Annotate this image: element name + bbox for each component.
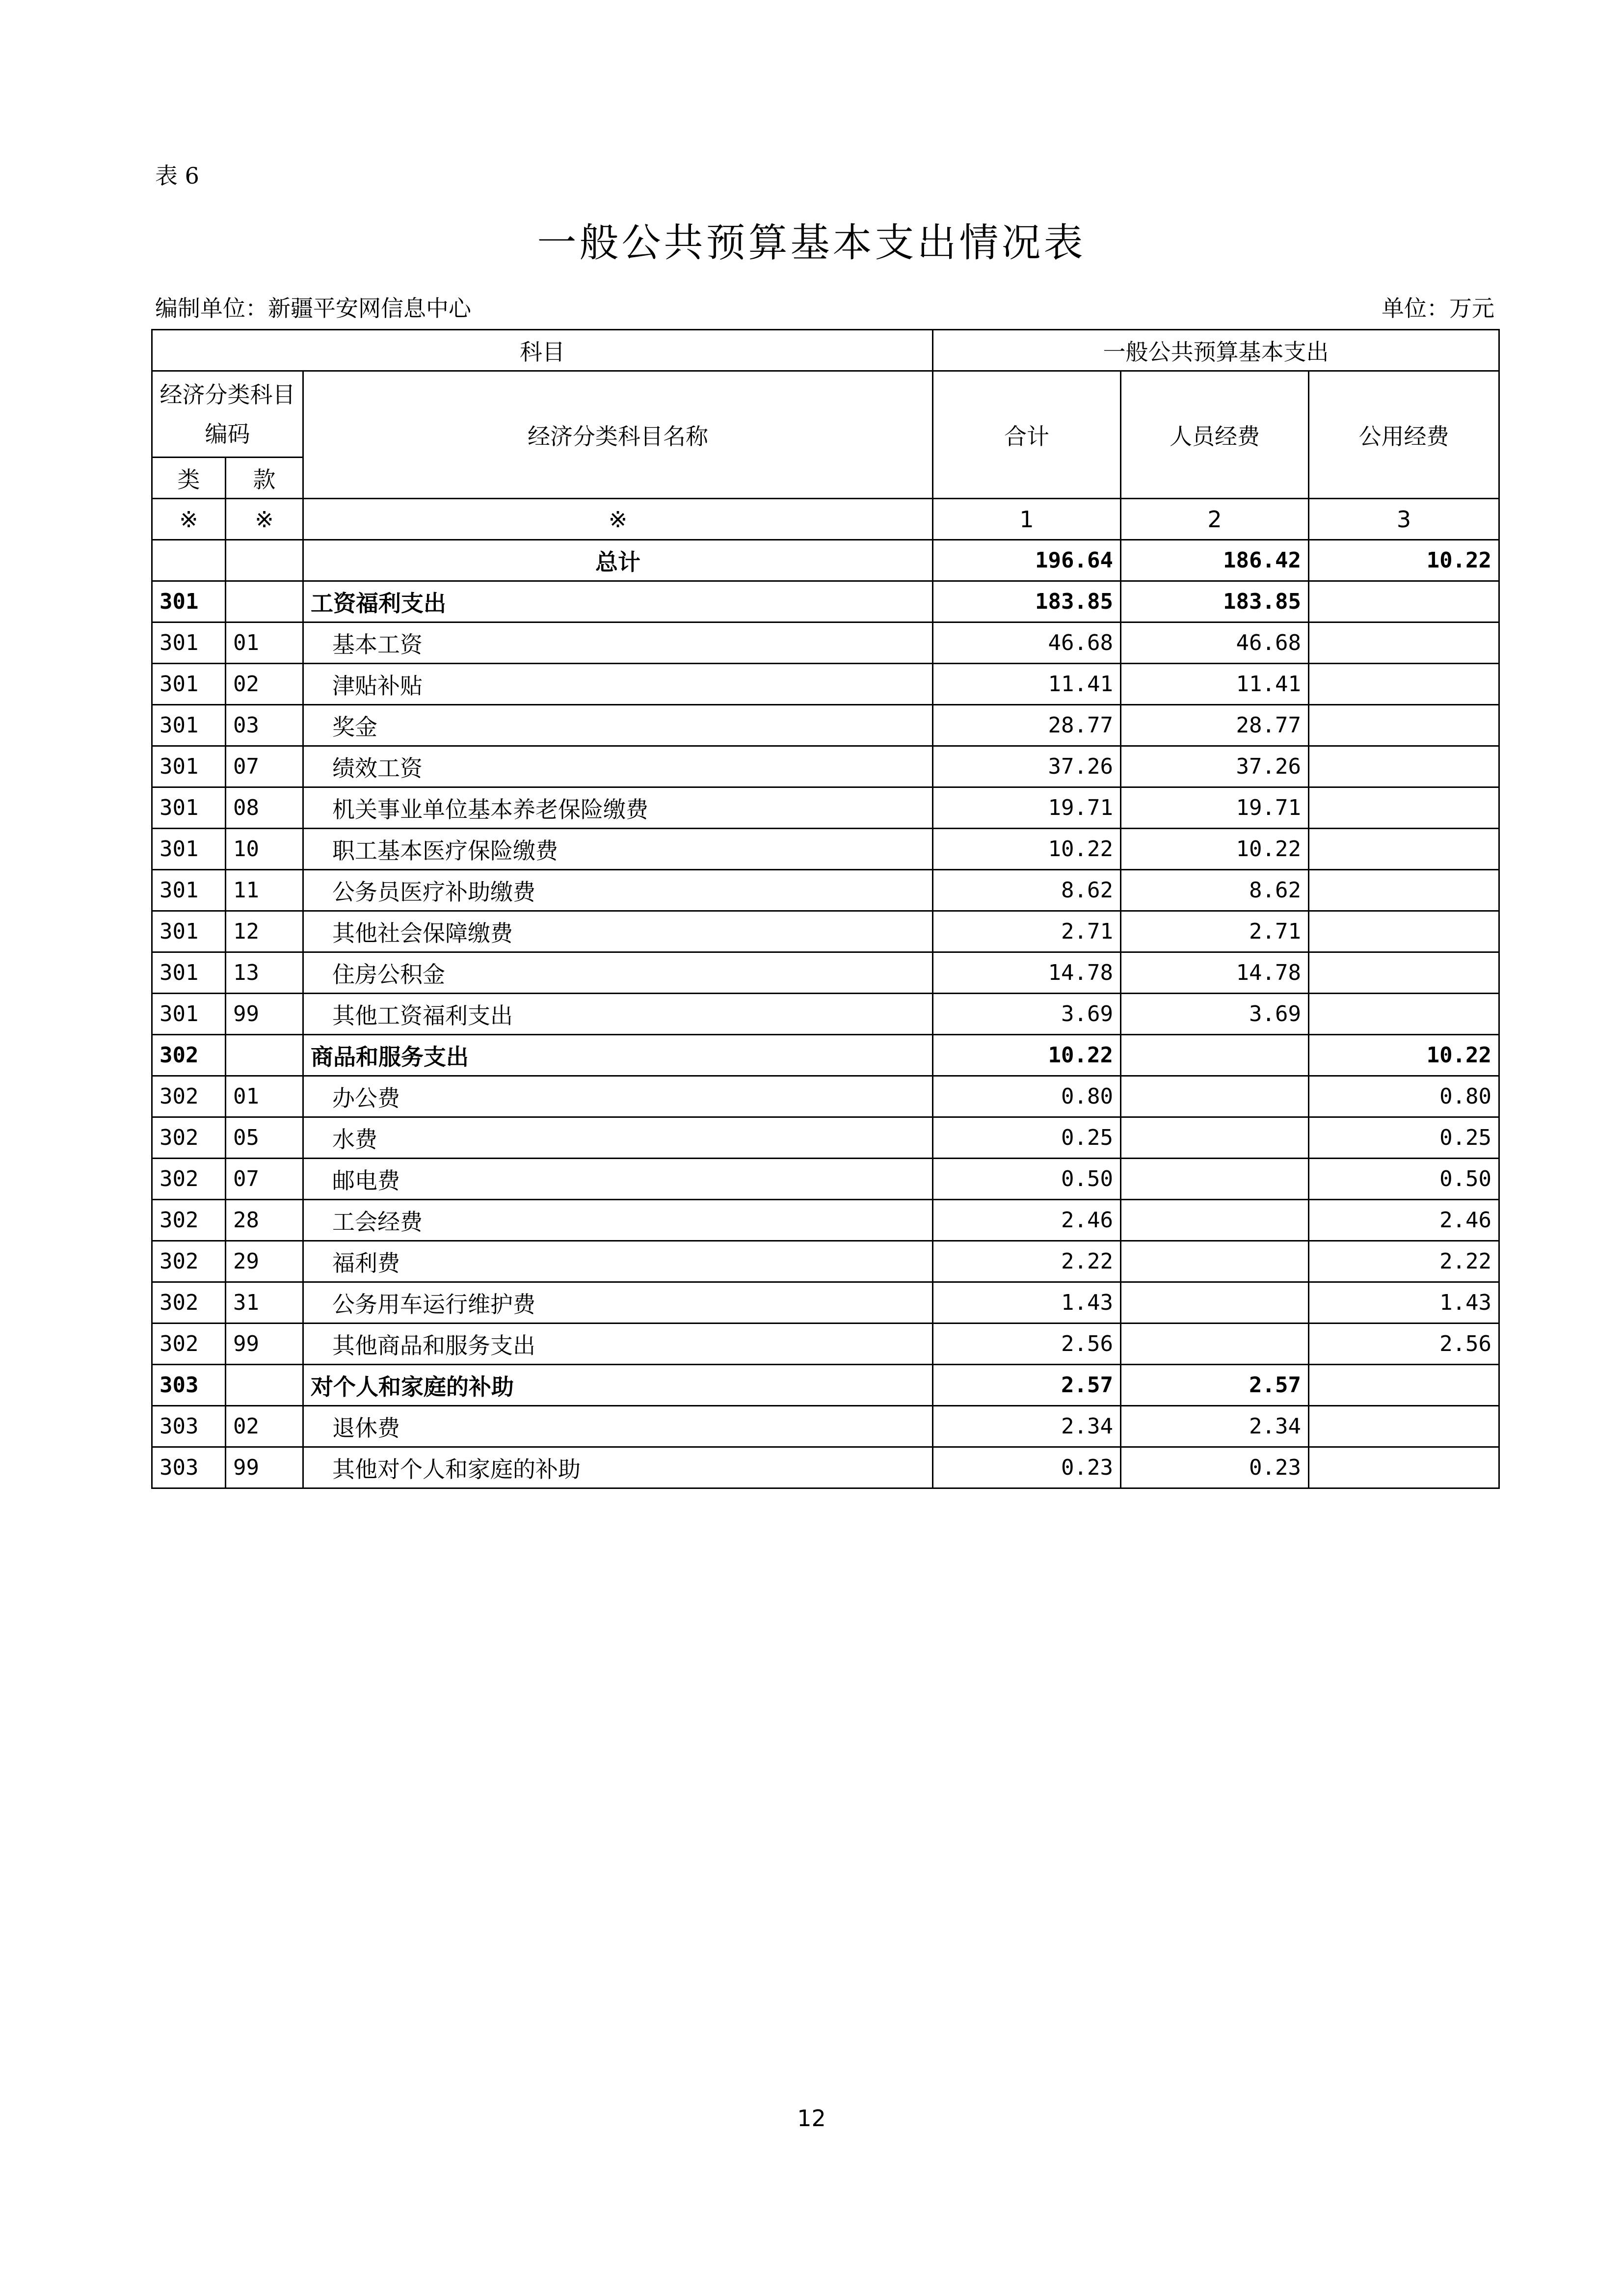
row-item-code: 99: [226, 1324, 303, 1365]
row-name: 其他工资福利支出: [303, 994, 933, 1035]
row-total: 2.34: [933, 1406, 1121, 1447]
column-number-1: 1: [933, 499, 1121, 540]
grand-total-item: [226, 540, 303, 581]
total-header: 合计: [933, 371, 1121, 499]
row-personnel: 8.62: [1121, 870, 1309, 911]
row-total: 19.71: [933, 787, 1121, 829]
row-personnel: 0.23: [1121, 1447, 1309, 1488]
row-total: 183.85: [933, 581, 1121, 622]
row-total: 46.68: [933, 622, 1121, 664]
row-class-code: 302: [152, 1035, 226, 1076]
row-item-code: 99: [226, 994, 303, 1035]
table-row: [152, 746, 1499, 787]
row-personnel: 2.34: [1121, 1406, 1309, 1447]
code-header: 经济分类科目编码: [152, 371, 303, 458]
row-total: 3.69: [933, 994, 1121, 1035]
row-class-code: 303: [152, 1406, 226, 1447]
row-personnel: 10.22: [1121, 829, 1309, 870]
row-personnel: 2.71: [1121, 911, 1309, 952]
row-personnel: 14.78: [1121, 952, 1309, 994]
row-personnel: 37.26: [1121, 746, 1309, 787]
row-public: 0.50: [1309, 1159, 1499, 1200]
row-item-code: 12: [226, 911, 303, 952]
row-public: 10.22: [1309, 1035, 1499, 1076]
row-class-code: 303: [152, 1447, 226, 1488]
table-row: [152, 1406, 1499, 1447]
row-class-code: 302: [152, 1241, 226, 1282]
table-row: [152, 664, 1499, 705]
table-row: [152, 1200, 1499, 1241]
row-name: 商品和服务支出: [303, 1035, 933, 1076]
row-personnel: [1121, 1241, 1309, 1282]
row-total: 37.26: [933, 746, 1121, 787]
column-number-2: 2: [1121, 499, 1309, 540]
row-total: 0.50: [933, 1159, 1121, 1200]
row-name: 公务用车运行维护费: [303, 1282, 933, 1324]
row-public: [1309, 870, 1499, 911]
row-class-code: 301: [152, 870, 226, 911]
row-personnel: [1121, 1035, 1309, 1076]
grand-total-public: 10.22: [1309, 540, 1499, 581]
row-name: 基本工资: [303, 622, 933, 664]
row-public: [1309, 829, 1499, 870]
row-total: 1.43: [933, 1282, 1121, 1324]
row-item-code: 07: [226, 746, 303, 787]
personnel-header: 人员经费: [1121, 371, 1309, 499]
row-class-code: 302: [152, 1076, 226, 1117]
row-public: 2.56: [1309, 1324, 1499, 1365]
row-public: 1.43: [1309, 1282, 1499, 1324]
table-row: [152, 829, 1499, 870]
row-personnel: [1121, 1076, 1309, 1117]
row-name: 水费: [303, 1117, 933, 1159]
row-public: [1309, 581, 1499, 622]
row-public: [1309, 664, 1499, 705]
row-personnel: [1121, 1159, 1309, 1200]
subject-header: 科目: [152, 330, 933, 371]
row-total: 14.78: [933, 952, 1121, 994]
row-personnel: 28.77: [1121, 705, 1309, 746]
row-item-code: 13: [226, 952, 303, 994]
row-class-code: 302: [152, 1200, 226, 1241]
row-public: 2.22: [1309, 1241, 1499, 1282]
row-total: 0.80: [933, 1076, 1121, 1117]
row-personnel: [1121, 1324, 1309, 1365]
row-class-code: 301: [152, 787, 226, 829]
header-row-code: [152, 371, 1499, 458]
row-name: 邮电费: [303, 1159, 933, 1200]
row-item-code: [226, 1035, 303, 1076]
class-header: 类: [152, 458, 226, 499]
row-name: 退休费: [303, 1406, 933, 1447]
row-total: 10.22: [933, 1035, 1121, 1076]
row-name: 工资福利支出: [303, 581, 933, 622]
header-row-subject: [152, 330, 1499, 371]
row-personnel: 11.41: [1121, 664, 1309, 705]
row-public: [1309, 1365, 1499, 1406]
row-item-code: 99: [226, 1447, 303, 1488]
row-item-code: [226, 581, 303, 622]
row-item-code: 02: [226, 1406, 303, 1447]
row-personnel: 3.69: [1121, 994, 1309, 1035]
table-row: [152, 870, 1499, 911]
row-total: 0.23: [933, 1447, 1121, 1488]
row-class-code: 301: [152, 829, 226, 870]
item-header: 款: [226, 458, 303, 499]
row-class-code: 302: [152, 1117, 226, 1159]
row-personnel: [1121, 1282, 1309, 1324]
table-row: [152, 705, 1499, 746]
row-class-code: 301: [152, 952, 226, 994]
row-name: 办公费: [303, 1076, 933, 1117]
row-personnel: 2.57: [1121, 1365, 1309, 1406]
row-name: 其他商品和服务支出: [303, 1324, 933, 1365]
table-row: [152, 1159, 1499, 1200]
row-item-code: 05: [226, 1117, 303, 1159]
row-item-code: 01: [226, 1076, 303, 1117]
row-total: 2.57: [933, 1365, 1121, 1406]
page-number: 12: [797, 2105, 826, 2132]
table-row: [152, 1282, 1499, 1324]
table-row: [152, 1324, 1499, 1365]
row-personnel: 183.85: [1121, 581, 1309, 622]
row-name: 机关事业单位基本养老保险缴费: [303, 787, 933, 829]
row-item-code: 01: [226, 622, 303, 664]
row-item-code: 31: [226, 1282, 303, 1324]
row-item-code: 07: [226, 1159, 303, 1200]
row-class-code: 301: [152, 746, 226, 787]
table-row: [152, 911, 1499, 952]
row-public: [1309, 1406, 1499, 1447]
page-title: 一般公共预算基本支出情况表: [537, 220, 1086, 266]
table-row: [152, 1076, 1499, 1117]
row-total: 2.71: [933, 911, 1121, 952]
table-number: 表 6: [155, 162, 199, 189]
row-total: 10.22: [933, 829, 1121, 870]
row-public: 0.80: [1309, 1076, 1499, 1117]
row-public: [1309, 952, 1499, 994]
grand-total-label: 总计: [303, 540, 933, 581]
row-item-code: 02: [226, 664, 303, 705]
row-name: 公务员医疗补助缴费: [303, 870, 933, 911]
table-row: [152, 1117, 1499, 1159]
row-personnel: [1121, 1200, 1309, 1241]
table-row: [152, 622, 1499, 664]
row-name: 对个人和家庭的补助: [303, 1365, 933, 1406]
table-row: [152, 787, 1499, 829]
row-public: [1309, 705, 1499, 746]
row-class-code: 301: [152, 581, 226, 622]
row-personnel: 19.71: [1121, 787, 1309, 829]
row-name: 奖金: [303, 705, 933, 746]
table-row: [152, 952, 1499, 994]
grand-total-personnel: 186.42: [1121, 540, 1309, 581]
row-name: 其他社会保障缴费: [303, 911, 933, 952]
row-item-code: [226, 1365, 303, 1406]
row-name: 工会经费: [303, 1200, 933, 1241]
budget-table: [151, 329, 1500, 1489]
row-item-code: 08: [226, 787, 303, 829]
budget-header: 一般公共预算基本支出: [933, 330, 1499, 371]
row-name: 其他对个人和家庭的补助: [303, 1447, 933, 1488]
row-total: 11.41: [933, 664, 1121, 705]
category-row: [152, 1035, 1499, 1076]
row-total: 28.77: [933, 705, 1121, 746]
row-name: 绩效工资: [303, 746, 933, 787]
public-header: 公用经费: [1309, 371, 1499, 499]
row-name: 职工基本医疗保险缴费: [303, 829, 933, 870]
header-row-marks: [152, 499, 1499, 540]
grand-total-class: [152, 540, 226, 581]
row-item-code: 10: [226, 829, 303, 870]
row-name: 津贴补贴: [303, 664, 933, 705]
row-class-code: 301: [152, 622, 226, 664]
row-total: 2.46: [933, 1200, 1121, 1241]
row-item-code: 11: [226, 870, 303, 911]
row-total: 2.56: [933, 1324, 1121, 1365]
column-number-3: 3: [1309, 499, 1499, 540]
row-personnel: [1121, 1117, 1309, 1159]
row-public: [1309, 622, 1499, 664]
row-public: 2.46: [1309, 1200, 1499, 1241]
row-public: [1309, 746, 1499, 787]
row-personnel: 46.68: [1121, 622, 1309, 664]
grand-total-row: [152, 540, 1499, 581]
table-row: [152, 994, 1499, 1035]
row-total: 8.62: [933, 870, 1121, 911]
row-class-code: 301: [152, 994, 226, 1035]
row-total: 0.25: [933, 1117, 1121, 1159]
mark-class: ※: [152, 499, 226, 540]
row-name: 福利费: [303, 1241, 933, 1282]
row-public: [1309, 994, 1499, 1035]
table-row: [152, 1447, 1499, 1488]
table-row: [152, 1241, 1499, 1282]
row-class-code: 303: [152, 1365, 226, 1406]
row-class-code: 302: [152, 1159, 226, 1200]
row-class-code: 302: [152, 1324, 226, 1365]
row-class-code: 301: [152, 911, 226, 952]
row-public: [1309, 787, 1499, 829]
row-class-code: 302: [152, 1282, 226, 1324]
row-public: [1309, 911, 1499, 952]
row-class-code: 301: [152, 664, 226, 705]
mark-name: ※: [303, 499, 933, 540]
row-total: 2.22: [933, 1241, 1121, 1282]
category-row: [152, 1365, 1499, 1406]
row-class-code: 301: [152, 705, 226, 746]
compiling-unit: 编制单位：新疆平安网信息中心: [155, 295, 471, 322]
row-item-code: 28: [226, 1200, 303, 1241]
currency-unit: 单位：万元: [1382, 295, 1494, 322]
row-public: 0.25: [1309, 1117, 1499, 1159]
row-name: 住房公积金: [303, 952, 933, 994]
category-row: [152, 581, 1499, 622]
row-item-code: 29: [226, 1241, 303, 1282]
grand-total-total: 196.64: [933, 540, 1121, 581]
row-public: [1309, 1447, 1499, 1488]
mark-item: ※: [226, 499, 303, 540]
row-item-code: 03: [226, 705, 303, 746]
name-header: 经济分类科目名称: [303, 371, 933, 499]
